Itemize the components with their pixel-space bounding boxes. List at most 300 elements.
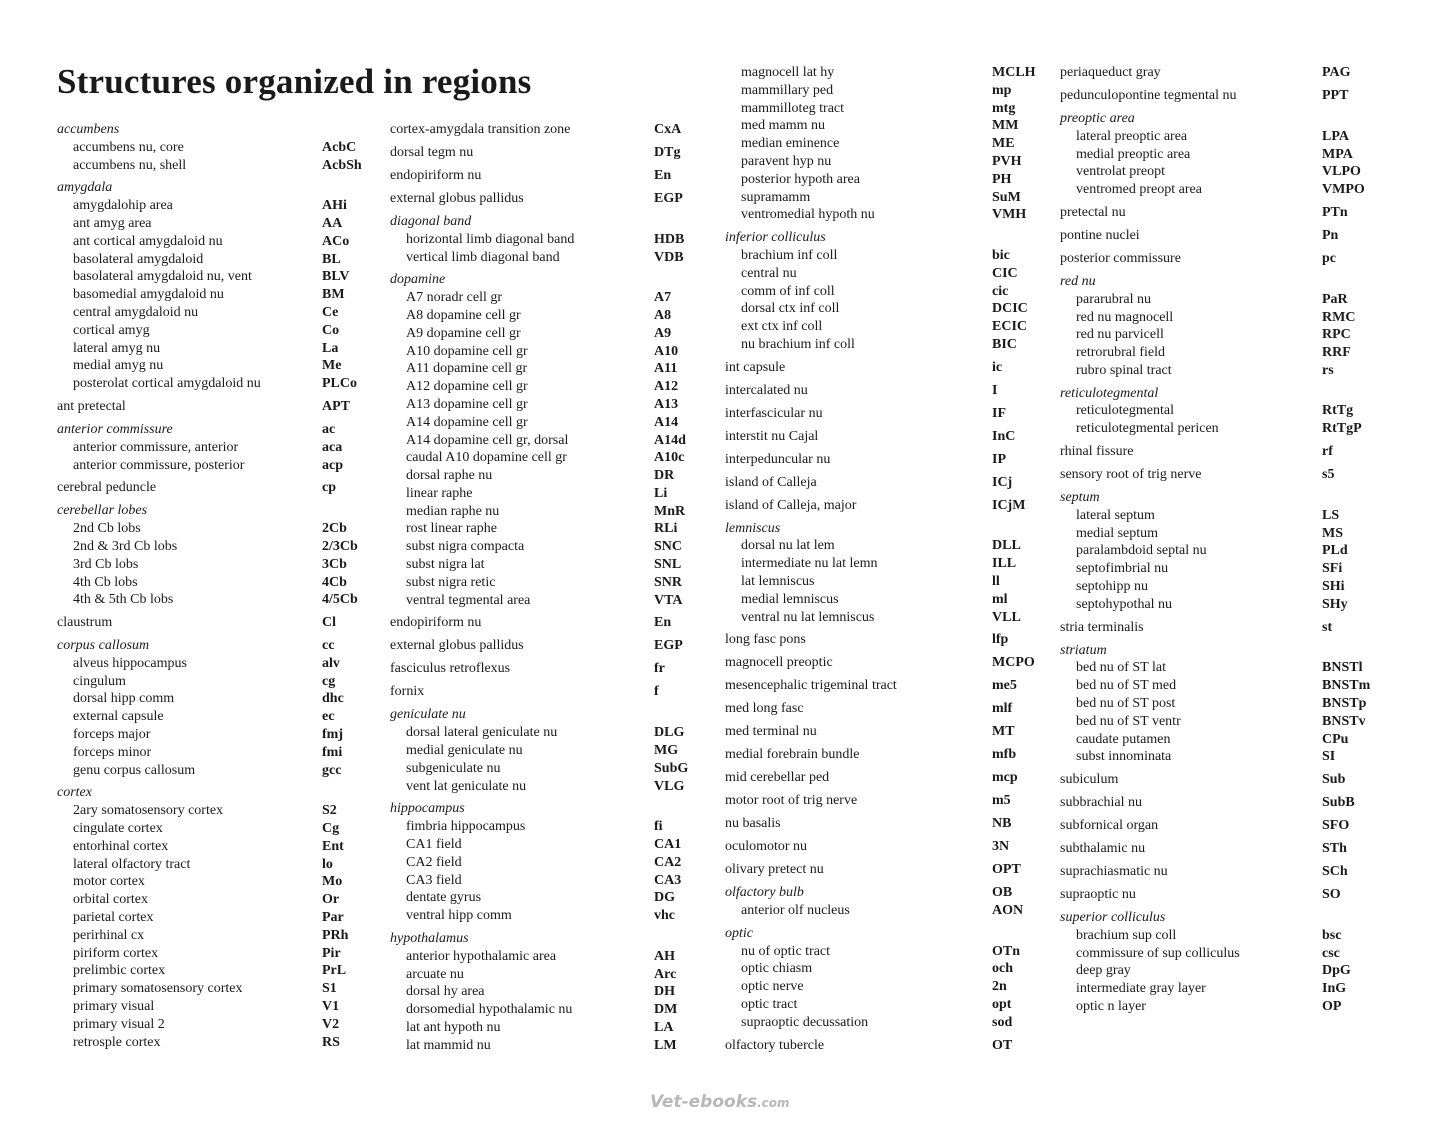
structure-name: int capsule [725,359,786,375]
region-group [725,64,1040,224]
structure-row [1060,945,1380,963]
structure-row [57,233,362,251]
structure-abbreviation: DLL [992,538,1021,554]
structure-abbreviation: mtg [992,100,1016,116]
structure-abbreviation: SuM [992,189,1021,205]
structure-row [725,318,1040,336]
structure-name: horizontal limb diagonal band [406,231,575,247]
structure-abbreviation: AON [992,903,1024,919]
structure-abbreviation: AHi [322,198,347,214]
structure-abbreviation: fr [654,661,665,677]
structure-name: optic chiasm [741,961,813,977]
structure-name: medial septum [1076,525,1159,541]
structure-abbreviation: Li [654,485,668,501]
structure-name: pretectal nu [1060,204,1126,220]
region-abbreviation: cc [322,638,335,654]
structure-abbreviation: lo [322,856,333,872]
region-heading: optic [725,925,753,941]
structure-name: subfornical organ [1060,818,1159,834]
region-heading: corpus callosum [57,638,150,654]
structure-abbreviation: 4Cb [322,574,347,590]
structure-name: fimbria hippocampus [406,819,526,835]
structure-abbreviation: NB [992,816,1012,832]
structure-abbreviation: s5 [1322,467,1335,483]
structure-abbreviation: En [654,167,672,183]
structure-name: ventral hipp comm [406,908,512,924]
region-heading: anterior commissure [57,421,173,437]
structure-name: external globus pallidus [390,638,524,654]
structure-name: external capsule [73,709,164,725]
structure-name: pararubral nu [1076,291,1152,307]
structure-row [57,357,362,375]
structure-row [1060,677,1380,695]
structure-row [1060,146,1380,164]
structure-abbreviation: A10 [654,343,679,359]
structure-name: oculomotor nu [725,839,808,855]
structure-row [390,872,690,890]
structure-abbreviation: st [1322,619,1333,635]
structure-row [57,1034,362,1052]
region-heading-row [57,121,362,139]
structure-row [725,815,1040,833]
region-heading: dopamine [390,272,446,288]
structure-row [57,439,362,457]
structure-name: island of Calleja, major [725,497,857,513]
structure-abbreviation: PH [992,171,1012,187]
structure-abbreviation: mfb [992,747,1017,763]
structure-abbreviation: BNSTv [1322,713,1366,729]
structure-name: basomedial amygdaloid nu [73,287,224,303]
structure-name: optic tract [741,997,798,1013]
structure-abbreviation: bic [992,247,1010,263]
structure-row [57,574,362,592]
structure-name: dorsal raphe nu [406,468,493,484]
structure-name: subst nigra retic [406,574,496,590]
structure-name: ext ctx inf coll [741,319,823,335]
structure-name: prelimbic cortex [73,963,166,979]
structure-abbreviation: ic [992,359,1003,375]
structure-row [1060,128,1380,146]
structure-abbreviation: csc [1322,945,1340,961]
structure-abbreviation: A8 [654,307,672,323]
structure-name: magnocell lat hy [741,65,835,80]
structure-abbreviation: Cl [322,615,336,631]
structure-name: A11 dopamine cell gr [406,361,528,377]
structure-abbreviation: ICjM [992,497,1026,513]
structure-abbreviation: PLd [1322,543,1348,559]
structure-name: subst innominata [1076,749,1172,765]
structure-name: A14 dopamine cell gr, dorsal [406,432,569,448]
structure-row [1060,619,1380,637]
structure-abbreviation: ME [992,136,1015,152]
structure-name: septohipp nu [1076,579,1148,595]
structure-row [57,157,362,175]
structure-row [1060,731,1380,749]
structure-row [1060,695,1380,713]
structure-row [390,231,690,249]
structure-row [1060,794,1380,812]
structure-name: subgeniculate nu [406,760,501,776]
structure-row [1060,748,1380,766]
structure-name: dorsal hy area [406,984,485,1000]
structure-name: cortical amyg [73,322,150,338]
structure-abbreviation: AH [654,948,675,964]
structure-abbreviation: 3Cb [322,556,347,572]
structure-name: fasciculus retroflexus [390,661,511,677]
structure-abbreviation: MnR [654,503,686,519]
structure-name: reticulotegmental pericen [1076,421,1219,437]
structure-name: basolateral amygdaloid nu, vent [73,269,252,285]
structure-row [725,82,1040,100]
structure-row [1060,578,1380,596]
structure-abbreviation: DLG [654,725,685,741]
region-group [57,121,362,174]
structure-name: olivary pretect nu [725,862,824,878]
structure-row [725,497,1040,515]
region-heading: preoptic area [1060,110,1135,126]
structure-abbreviation: OTn [992,943,1021,959]
structure-name: dorsal nu lat lem [741,538,835,554]
structure-abbreviation: SHi [1322,579,1345,595]
region-heading-row [57,421,362,439]
structure-name: A14 dopamine cell gr [406,414,528,430]
structure-row [390,724,690,742]
structure-row [725,100,1040,118]
structure-name: perirhinal cx [73,927,145,943]
region-heading-row [390,213,690,231]
structure-name: central nu [741,265,797,281]
structure-row [725,943,1040,961]
structure-abbreviation: fmi [322,744,343,760]
structure-name: suprachiasmatic nu [1060,864,1168,880]
region-heading-row [725,884,1040,902]
structure-abbreviation: SubG [654,760,689,776]
structure-abbreviation: mcp [992,770,1018,786]
structure-abbreviation: ECIC [992,319,1028,335]
structure-abbreviation: A14 [654,414,679,430]
structure-abbreviation: Cg [322,821,340,837]
structure-name: rhinal fissure [1060,444,1134,460]
region-group [1060,110,1380,199]
structure-name: endopiriform nu [390,167,482,183]
column-1 [57,121,362,1056]
structure-abbreviation: PLCo [322,376,357,392]
structure-abbreviation: MM [992,118,1019,134]
structure-abbreviation: m5 [992,793,1011,809]
structure-name: supraoptic nu [1060,887,1136,903]
structure-abbreviation: HDB [654,231,685,247]
structure-name: CA2 field [406,854,462,870]
structure-abbreviation: 3N [992,839,1010,855]
region-heading: superior colliculus [1060,910,1166,926]
structure-row [390,983,690,1001]
structure-name: subst nigra compacta [406,539,525,555]
structure-name: A7 noradr cell gr [406,290,503,306]
structure-abbreviation: EGP [654,638,683,654]
structure-row [1060,507,1380,525]
structure-name: primary somatosensory cortex [73,981,243,997]
structure-row [1060,181,1380,199]
structure-row [725,359,1040,377]
structure-name: ventral tegmental area [406,592,531,608]
structure-row [725,283,1040,301]
structure-row [725,405,1040,423]
structure-name: caudate putamen [1076,731,1171,747]
structure-row [390,144,690,162]
structure-name: nu of optic tract [741,943,831,959]
structure-name: bed nu of ST lat [1076,660,1166,676]
structure-abbreviation: BIC [992,336,1017,352]
structure-abbreviation: BNSTm [1322,678,1371,694]
region-heading-row [725,925,1040,943]
structure-name: interpeduncular nu [725,451,831,467]
structure-name: deep gray [1076,963,1131,979]
region-group [57,637,362,779]
structure-name: reticulotegmental [1076,403,1174,419]
structure-row [1060,204,1380,222]
column-3 [725,64,1040,1060]
structure-row [725,591,1040,609]
structure-abbreviation: CA3 [654,872,682,888]
structure-row [1060,326,1380,344]
structure-abbreviation: MCPO [992,655,1035,671]
structure-row [725,382,1040,400]
region-heading-row [1060,642,1380,660]
structure-name: ventromedial hypoth nu [741,207,875,223]
structure-abbreviation: InC [992,428,1016,444]
structure-name: accumbens nu, core [73,139,184,155]
structure-row [1060,309,1380,327]
structure-row [1060,863,1380,881]
structure-name: subst nigra lat [406,557,485,573]
structure-name: posterior commissure [1060,250,1181,266]
structure-row [1060,998,1380,1016]
structure-row [57,655,362,673]
structure-abbreviation: CA2 [654,854,682,870]
structure-name: 4th & 5th Cb lobs [73,592,174,608]
structure-abbreviation: dhc [322,691,344,707]
structure-row [725,723,1040,741]
structure-row [390,360,690,378]
structure-name: lat ant hypoth nu [406,1019,501,1035]
structure-name: paralambdoid septal nu [1076,543,1207,559]
structure-row [725,300,1040,318]
structure-name: dentate gyrus [406,890,482,906]
column-4 [1060,64,1380,1021]
structure-row [1060,250,1380,268]
structure-name: brachium inf coll [741,247,838,263]
structure-row [57,909,362,927]
structure-abbreviation: VLPO [1322,164,1361,180]
structure-abbreviation: ILL [992,556,1017,572]
structure-name: primary visual 2 [73,1016,165,1032]
structure-name: lateral septum [1076,507,1155,523]
structure-name: motor cortex [73,874,145,890]
structure-name: brachium sup coll [1076,927,1177,943]
structure-abbreviation: DpG [1322,963,1351,979]
structure-abbreviation: Arc [654,966,677,982]
structure-name: nu basalis [725,816,781,832]
structure-row [390,396,690,414]
structure-abbreviation: RRF [1322,345,1351,361]
region-heading: red nu [1060,273,1096,289]
structure-name: lat lemniscus [741,574,815,590]
structure-abbreviation: vhc [654,908,675,924]
structure-abbreviation: RPC [1322,327,1351,343]
region-heading-row [1060,909,1380,927]
structure-name: comm of inf coll [741,283,835,299]
structure-row [1060,87,1380,105]
structure-abbreviation: IP [992,451,1006,467]
region-group [57,179,362,393]
structure-name: rubro spinal tract [1076,362,1172,378]
structure-name: dorsal hipp comm [73,691,175,707]
structure-row [725,247,1040,265]
structure-abbreviation: MPA [1322,146,1353,162]
structure-abbreviation: RMC [1322,309,1356,325]
structure-row [390,683,690,701]
structure-row [725,996,1040,1014]
structure-name: dorsal lateral geniculate nu [406,725,558,741]
structure-name: dorsomedial hypothalamic nu [406,1002,573,1018]
region-group [57,784,362,1051]
structure-abbreviation: PRh [322,927,349,943]
region-heading-row [57,784,362,802]
structure-name: pedunculopontine tegmental nu [1060,87,1237,103]
structure-name: sensory root of trig nerve [1060,467,1202,483]
structure-row [1060,402,1380,420]
structure-row [390,889,690,907]
structure-row [57,286,362,304]
structure-name: red nu magnocell [1076,309,1174,325]
footer-logo-suffix: .com [757,1096,790,1110]
structure-abbreviation: Pir [322,945,341,961]
region-group [1060,385,1380,438]
structure-abbreviation: OP [1322,999,1342,1015]
structure-row [57,322,362,340]
structure-abbreviation: MCLH [992,65,1036,80]
structure-row [390,289,690,307]
structure-row [57,762,362,780]
structure-abbreviation: lfp [992,632,1009,648]
structure-name: external globus pallidus [390,190,524,206]
structure-row [57,820,362,838]
structure-name: subbrachial nu [1060,795,1143,811]
structure-row [390,637,690,655]
structure-row [390,538,690,556]
structure-name: ventral nu lat lemniscus [741,609,875,625]
structure-abbreviation: ICj [992,474,1013,490]
structure-abbreviation: 2n [992,979,1007,995]
structure-name: 2ary somatosensory cortex [73,803,224,819]
structure-abbreviation: och [992,961,1013,977]
structure-row [390,520,690,538]
structure-row [57,375,362,393]
structure-name: island of Calleja [725,474,817,490]
structure-row [57,139,362,157]
structure-name: A8 dopamine cell gr [406,307,521,323]
structure-row [390,378,690,396]
structure-abbreviation: BNSTl [1322,660,1363,676]
structure-row [725,769,1040,787]
structure-row [57,962,362,980]
structure-abbreviation: A7 [654,290,672,306]
structure-row [57,744,362,762]
region-heading: septum [1060,490,1100,506]
structure-row [390,660,690,678]
structure-name: medial amyg nu [73,358,164,374]
structure-row [1060,443,1380,461]
structure-name: ant pretectal [57,398,126,414]
structure-row [57,873,362,891]
structure-name: mammillary ped [741,82,834,98]
structure-abbreviation: CPu [1322,731,1349,747]
structure-row [725,654,1040,672]
structure-row [1060,886,1380,904]
region-heading: reticulotegmental [1060,385,1159,401]
structure-abbreviation: PAG [1322,65,1351,80]
structure-name: nu brachium inf coll [741,336,855,352]
structure-name: pontine nuclei [1060,227,1140,243]
structure-row [725,1037,1040,1055]
structure-row [725,474,1040,492]
structure-abbreviation: f [654,684,659,700]
structure-abbreviation: Co [322,322,340,338]
structure-row [1060,525,1380,543]
structure-abbreviation: BM [322,287,345,303]
region-abbreviation: ac [322,421,336,437]
structure-name: anterior olf nucleus [741,903,850,919]
structure-name: primary visual [73,999,155,1015]
structure-name: forceps major [73,727,151,743]
structure-row [1060,163,1380,181]
region-group [390,930,690,1055]
structure-abbreviation: MG [654,743,679,758]
structure-abbreviation: OPT [992,862,1021,878]
region-group [1060,909,1380,1016]
structure-abbreviation: BLV [322,269,350,285]
region-heading: cerebellar lobes [57,503,148,519]
structure-name: genu corpus callosum [73,762,196,778]
structure-row [390,414,690,432]
structure-row [390,907,690,925]
region-group [390,800,690,925]
structure-name: lat mammid nu [406,1037,491,1053]
structure-name: med long fasc [725,701,804,717]
structure-abbreviation: DH [654,984,675,1000]
region-group [390,271,690,609]
structure-abbreviation: OT [992,1037,1013,1053]
structure-abbreviation: mlf [992,701,1013,717]
region-heading-row [57,502,362,520]
structure-abbreviation: opt [992,997,1012,1013]
structure-name: septofimbrial nu [1076,561,1169,577]
structure-abbreviation: sod [992,1014,1013,1030]
structure-abbreviation: PrL [322,963,347,979]
structure-row [57,856,362,874]
structure-row [725,978,1040,996]
structure-row [57,726,362,744]
structure-abbreviation: PaR [1322,291,1348,307]
structure-name: ventrolat preopt [1076,164,1166,180]
region-heading: striatum [1060,642,1107,658]
structure-name: central amygdaloid nu [73,304,199,320]
region-heading: hypothalamus [390,930,469,946]
footer-logo [650,1092,790,1112]
region-heading-row [390,930,690,948]
structure-name: vertical limb diagonal band [406,249,560,265]
structure-name: amygdalohip area [73,198,173,214]
